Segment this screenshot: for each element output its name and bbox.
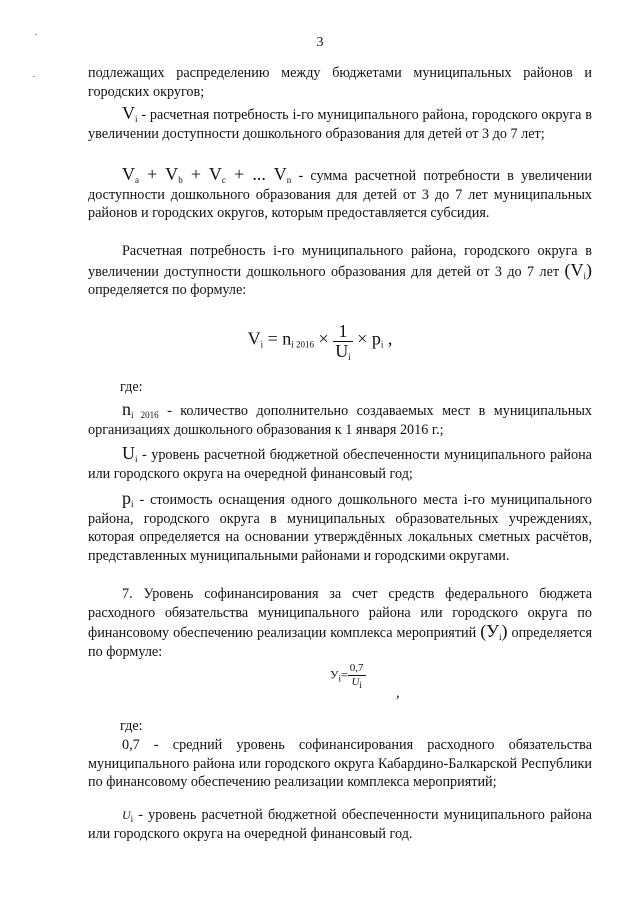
formula-yi: $У_i=$ $\frac{0,7}{U_i}$	[330, 662, 364, 690]
symbol-vi: V	[122, 103, 135, 123]
label-where-2: где:	[120, 718, 143, 734]
paragraph-intro: подлежащих распределению между бюджетами муниципальных районов и городских округов;	[88, 65, 592, 100]
formula-fraction: $\frac{1}{U_i}$	[335, 321, 351, 362]
scan-mark: ·	[34, 29, 38, 41]
paragraph-formula-intro: Расчетная потребность i-го муниципального района, городского округа в увеличении доступности дошкольного образования для детей от 3 до 7 лет $(V_i)$ определяется по формуле:	[88, 243, 592, 299]
paragraph-ui: $U_i$ - уровень расчетной бюджетной обеспеченности муниципального района или городского округа на очередной финансовый год.	[88, 807, 592, 842]
paragraph-sum: $V_a + V_b + V_c$ + ... $V_n$ - сумма расчетной потребности в увеличении доступности дошкольного образования для детей от 3 до 7 лет муниципальных районов и городских округов, которым предоставляется субсидия.	[88, 164, 592, 222]
formula-yi-comma: ,	[396, 685, 400, 701]
paragraph-n: $n_{i 2016}$ - количество дополнительно создаваемых мест в муниципальных организациях дошкольного образования к 1 января 2016 г.;	[88, 399, 592, 438]
paragraph-vi: $V_i$ - расчетная потребность i-го муниципального района, городского округа в увеличении доступности дошкольного образования для детей от 3 до 7 лет;	[88, 103, 592, 142]
paragraph-u: $U_i$ - уровень расчетной бюджетной обеспеченности муниципального района или городского округа на очередной финансовый год;	[88, 443, 592, 482]
paragraph-7: 7. Уровень софинансирования за счет средств федерального бюджета расходного обязательства муниципального района или городского округа по финансовому обеспечению реализации комплекса мероприятий $(У_i)$ определяется по формуле:	[88, 586, 592, 660]
paragraph-p: $p_i$ - стоимость оснащения одного дошкольного места i-го муниципального района, городского округа в муниципальных образовательных учреждениях, которая определяется на основании утверждённых локальных сметных расчётов, представленных муниципальными районами и городскими округами.	[88, 488, 592, 564]
label-where-1: где:	[120, 379, 143, 395]
symbol-sum: $V_a + V_b + V_c$ + ... $V_n$	[122, 164, 292, 185]
page-number: 3	[316, 35, 324, 50]
paragraph-coef: 0,7 - средний уровень софинансирования расходного обязательства муниципального района или городского округа Кабардино-Балкарской Республики по финансовому обеспечению реализации комплекса мероприятий;	[88, 737, 592, 791]
formula-fraction: $\frac{0,7}{U_i}$	[349, 662, 364, 690]
formula-vi: $V_i = n_{i 2016}$ × $\frac{1}{U_i}$ × $p_i$ ,	[247, 321, 393, 362]
scan-mark: ·	[32, 71, 36, 83]
